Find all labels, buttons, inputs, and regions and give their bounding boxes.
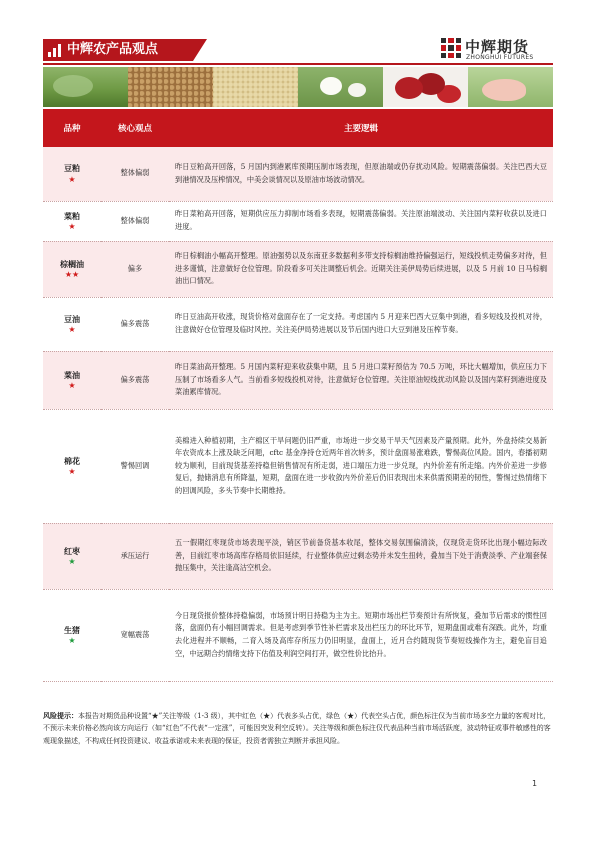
soybean-grain-image xyxy=(213,67,298,107)
main-logic: 五一假期红枣现货市场表现平淡，销区节前备货基本收尾，整体交易氛围偏清淡，仅现货走货环比出现小幅边际改善，目前红枣市场高库存格局依旧延续，行业整体供应过剩态势并未发生扭转，叠加当下处于消费淡季、产业端套保抛压集中，关注逢高沽空机会。 xyxy=(169,523,553,589)
rating-star-icon: ★★ xyxy=(64,270,80,280)
main-logic: 昨日菜油高开整理。5 月国内菜籽迎来收获集中期，且 5 月进口菜籽预估为 70.5 万吨，环比大幅增加，供应压力下压制了市场看多人气。当前看多短线投机对待，注意做好仓位管理。关注原油短线扰动风险以及国内菜籽到港进度及菜油累库情况。 xyxy=(169,351,553,409)
variety-name: 生猪 xyxy=(64,624,80,635)
rating-star-icon: ★ xyxy=(68,222,76,232)
commodity-view-table xyxy=(43,109,553,682)
table-row xyxy=(43,523,553,589)
core-view: 偏多 xyxy=(101,241,169,297)
section-title: 中辉农产品观点 xyxy=(67,42,159,57)
header-divider xyxy=(43,63,553,65)
core-view: 整体偏弱 xyxy=(101,201,169,241)
core-view: 警惕回调 xyxy=(101,409,169,523)
main-logic: 昨日棕榈油小幅高开整理。原油强势以及东南亚多数据利多带支持棕榈油维持偏强运行，短线投机走势偏多对待，但进多谨慎，注意做好仓位管理。阶段看多可关注调整后机会。近期关注美伊局势后续进展，以及 5 月前 10 日马棕榈油出口情况。 xyxy=(169,241,553,297)
variety-cell xyxy=(43,297,101,351)
main-logic: 美棉进入种植初期，主产棉区干旱问题仍旧严重，市场进一步交易干旱天气因素及产量预期。此外，外盘持续交易新年农资成本上涨及缺乏问题，cftc 基金净持仓近两年首次转多，预计盘面易涨难跌，警惕高位风险。国内，春播初期较为顺利，目前现货基差持稳但销售情况有所走弱，进口端压力进一步兑现，内外价差有所走缩。内外价差进一步修复后，抛储消息有所降温，短期，盘面在进一步收敛内外价差后仍旧表现出未来供需预期差的韧性，警惕过热情绪下的回调风险，多头节奏中长期维持。 xyxy=(169,409,553,523)
bar-chart-icon xyxy=(48,43,62,57)
rating-star-icon: ★ xyxy=(68,557,76,567)
page-number: 1 xyxy=(532,779,538,788)
pig-image xyxy=(468,67,553,107)
variety-name: 红枣 xyxy=(64,545,80,556)
variety-cell xyxy=(43,523,101,589)
variety-cell xyxy=(43,409,101,523)
logo-grid-icon xyxy=(441,38,461,58)
logo-name-cn: 中辉期货 xyxy=(465,38,530,56)
rating-star-icon: ★ xyxy=(68,175,76,185)
column-header-logic: 主要逻辑 xyxy=(169,109,553,147)
variety-cell xyxy=(43,147,101,201)
column-header-variety: 品种 xyxy=(43,109,101,147)
table-row xyxy=(43,351,553,409)
rating-star-icon: ★ xyxy=(68,325,76,335)
table-header-row xyxy=(43,109,553,147)
variety-name: 豆油 xyxy=(64,313,80,324)
table-row xyxy=(43,201,553,241)
section-title-bar xyxy=(43,39,193,61)
risk-disclaimer-label: 风险提示： xyxy=(43,711,78,720)
risk-disclaimer-text: 本报告对期货品种设置“★”关注等级（1-3 级），其中红色（★）代表多头占优，绿色（★）代表空头占优，颜色标注仅为当前市场多空力量的客观对比，不预示未来价格必然向该方向运行（如“红色”不代表“一定涨”，可能因突发利空反转）。关注等级和颜色标注仅代表品种当前市场活跃度，波动特征或事件敏感性的客观现象描述，不构成任何投资建议、收益承诺或未来表现的保证，投资者需独立判断并承担风险。 xyxy=(43,712,551,745)
title-tab-edge xyxy=(193,39,207,61)
company-logo xyxy=(441,36,553,62)
main-logic: 今日现货报价整体持稳偏弱，市场预计明日持稳为主为主。短期市场出栏节奏预计有所恢复，叠加节后需求的惯性回落，盘面仍有小幅回调需求。但是考虑到季节性补栏需求及出栏压力的环比环节，短期盘面或难有深跌。此外，均重去化进程并不顺畅，二育入场及高库存所压力仍旧明显，盘面上，近月合约随现货节奏短线操作为主，避免盲目追空，中远期合约情绪支持下估值及利润空间打开，做空性价比抬升。 xyxy=(169,589,553,681)
variety-cell xyxy=(43,589,101,681)
table-row xyxy=(43,409,553,523)
rating-star-icon: ★ xyxy=(68,381,76,391)
risk-disclaimer xyxy=(43,710,553,747)
variety-name: 棉花 xyxy=(64,455,80,466)
variety-name: 菜粕 xyxy=(64,210,80,221)
table-row xyxy=(43,147,553,201)
main-logic: 昨日豆油高开收涨，现货价格对盘面存在了一定支持。考虑国内 5 月迎来巴西大豆集中到港，看多短线及投机对待，注意做好仓位管理及临时风控。关注美伊局势进展以及节后国内进口大豆到港及压榨节奏。 xyxy=(169,297,553,351)
table-row xyxy=(43,241,553,297)
variety-name: 菜油 xyxy=(64,369,80,380)
table-row xyxy=(43,589,553,681)
main-logic: 昨日豆粕高开回落，5 月国内到港累库预期压制市场表现，但原油端或仍存扰动风险。短期震荡偏弱。关注巴西大豆到港情况及压榨情况，中美会谈情况以及原油市场波动情况。 xyxy=(169,147,553,201)
variety-cell xyxy=(43,201,101,241)
core-view: 偏多震荡 xyxy=(101,351,169,409)
commodity-photo-strip xyxy=(43,67,553,107)
cotton-image xyxy=(298,67,383,107)
column-header-view: 核心观点 xyxy=(101,109,169,147)
table-row xyxy=(43,297,553,351)
rapeseed-image xyxy=(128,67,213,107)
report-header xyxy=(43,36,553,64)
variety-name: 豆粕 xyxy=(64,163,80,174)
core-view: 承压运行 xyxy=(101,523,169,589)
logo-name-en: ZHONGHUI FUTURES xyxy=(466,54,534,61)
variety-cell xyxy=(43,351,101,409)
main-logic: 昨日菜粕高开回落，短期供应压力抑制市场看多表现，短期震荡偏弱。关注原油端波动、关注国内菜籽收获以及进口进度。 xyxy=(169,201,553,241)
soybean-field-image xyxy=(43,67,128,107)
variety-name: 棕榈油 xyxy=(60,258,84,269)
rating-star-icon: ★ xyxy=(68,636,76,646)
core-view: 宽幅震荡 xyxy=(101,589,169,681)
red-dates-image xyxy=(383,67,468,107)
core-view: 整体偏弱 xyxy=(101,147,169,201)
core-view: 偏多震荡 xyxy=(101,297,169,351)
variety-cell xyxy=(43,241,101,297)
rating-star-icon: ★ xyxy=(68,467,76,477)
